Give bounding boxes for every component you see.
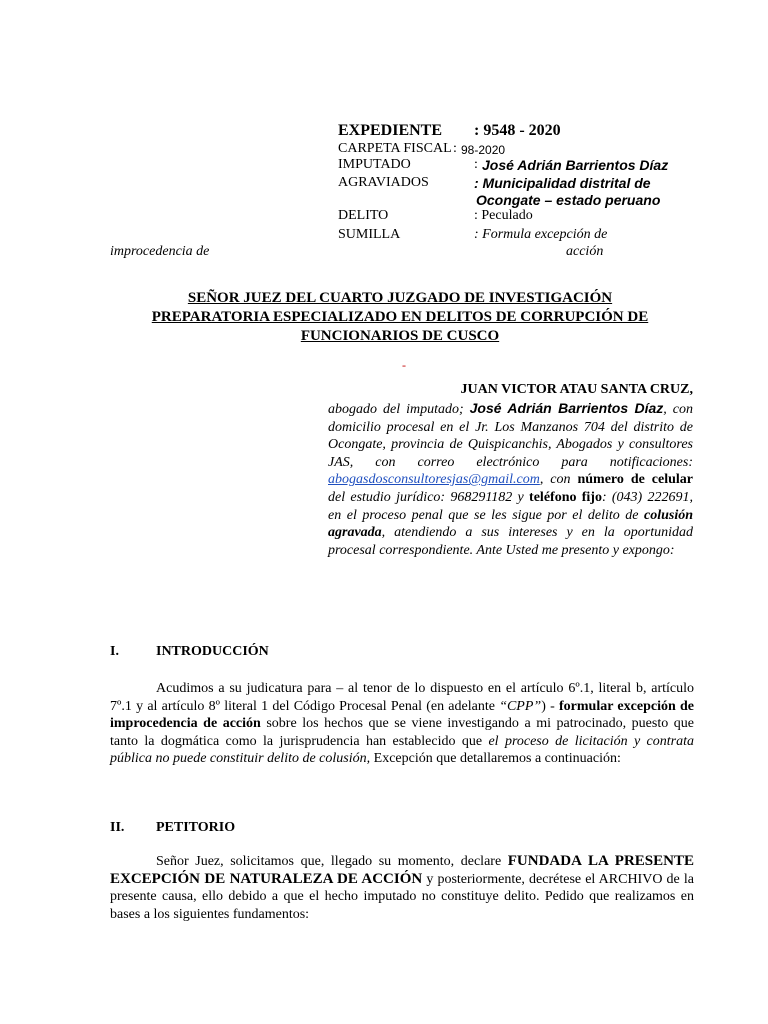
phone-label: teléfono fijo bbox=[529, 489, 602, 505]
party-comma: , bbox=[663, 402, 667, 417]
imputado-value: José Adrián Barrientos Díaz bbox=[482, 157, 669, 173]
sumilla-continuation-right: acción bbox=[566, 244, 604, 259]
agraviados-label: AGRAVIADOS bbox=[338, 175, 429, 190]
section-1-number: I. bbox=[110, 644, 119, 659]
s1-text-c: ) - bbox=[541, 698, 560, 714]
section-2-title: PETITORIO bbox=[156, 820, 236, 835]
court-address-line-2: PREPARATORIA ESPECIALIZADO EN DELITOS DE CORRUPCIÓN DE bbox=[151, 309, 649, 325]
s1-text-f: el proceso de licitación y contrata pública no puede constituir delito de colusión, bbox=[110, 733, 694, 767]
court-address-line-3: FUNCIONARIOS DE CUSCO bbox=[300, 328, 500, 344]
cell-label: número de celular bbox=[577, 472, 693, 488]
sumilla-continuation-left: improcedencia de bbox=[110, 244, 210, 259]
s2-text-c: y posteriormente, decrétese el ARCHIVO de la presente causa, ello debido a que el hecho imputado no constituye delito. Pedido que realizamos en bases a los siguientes fundamentos: bbox=[110, 871, 694, 922]
sumilla-value: : Formula excepción de bbox=[474, 227, 608, 242]
agraviados-value-2: Ocongate – estado peruano bbox=[476, 192, 661, 208]
s1-text-e: sobre los hechos que se viene investigando a mi patrocinado, puesto que tanto la dogmática como la jurisprudencia han establecido que bbox=[110, 716, 694, 749]
party-role: abogado del imputado; bbox=[328, 402, 470, 417]
delito-value: : Peculado bbox=[474, 208, 533, 223]
party-text-c: del estudio jurídico: 968291182 y bbox=[328, 489, 530, 505]
carpeta-label: CARPETA FISCAL bbox=[338, 141, 452, 156]
s1-text-d: formular excepción de improcedencia de acción bbox=[110, 698, 694, 732]
s2-text-a: Señor Juez, solicitamos que, llegado su momento, declare bbox=[156, 854, 508, 869]
sumilla-label: SUMILLA bbox=[338, 227, 401, 242]
red-dash-mark: - bbox=[402, 358, 406, 372]
imputado-label: IMPUTADO bbox=[338, 157, 411, 172]
party-paragraph bbox=[328, 400, 693, 559]
carpeta-value: 98-2020 bbox=[461, 143, 506, 157]
party-text-g: , atendiendo a sus intereses y en la oportunidad procesal correspondiente. Ante Usted me presento y expongo: bbox=[328, 525, 693, 558]
s1-text-g: Excepción que detallaremos a continuación: bbox=[370, 751, 621, 767]
section-1-paragraph bbox=[110, 680, 694, 768]
agraviados-value-1: : Municipalidad distrital de bbox=[474, 175, 651, 191]
section-1-title: INTRODUCCIÓN bbox=[156, 644, 269, 659]
expediente-value: : 9548 - 2020 bbox=[474, 122, 561, 139]
court-address-line-1: SEÑOR JUEZ DEL CUARTO JUZGADO DE INVESTIGACIÓN bbox=[187, 290, 613, 306]
party-text-e: : (043) 222691, en el proceso penal que se les sigue por el delito de bbox=[328, 489, 693, 523]
s2-text-b: FUNDADA LA PRESENTE EXCEPCIÓN DE NATURALEZA DE ACCIÓN bbox=[110, 853, 694, 887]
party-address: con domicilio procesal en el Jr. Los Manzanos 704 del distrito de Ocongate, provincia de Quispicanchis, Abogados y consultores JAS, con correo electrónico para notificaciones: bbox=[328, 402, 694, 470]
crime-name: colusión agravada bbox=[328, 507, 693, 541]
section-2-paragraph bbox=[110, 853, 694, 923]
client-name: José Adrián Barrientos Díaz bbox=[469, 400, 664, 416]
lawyer-name-text: JUAN VICTOR ATAU SANTA CRUZ, bbox=[460, 382, 693, 397]
lawyer-name bbox=[328, 382, 693, 398]
delito-label: DELITO bbox=[338, 208, 389, 223]
imputado-colon: : bbox=[474, 157, 478, 172]
email-link[interactable]: abogasdosconsultoresjas@gmail.com bbox=[328, 472, 540, 488]
section-2-number: II. bbox=[110, 820, 125, 835]
s1-text-a: Acudimos a su judicatura para – al tenor de lo dispuesto en el artículo 6º.1, literal b, artículo 7º.1 y al artículo 8º literal 1 del Código Procesal Penal (en adelante bbox=[110, 681, 694, 714]
expediente-label: EXPEDIENTE bbox=[338, 122, 443, 139]
party-text-a: , con bbox=[539, 472, 578, 488]
s1-text-b: “CPP” bbox=[499, 698, 542, 714]
carpeta-colon: : bbox=[453, 141, 457, 156]
